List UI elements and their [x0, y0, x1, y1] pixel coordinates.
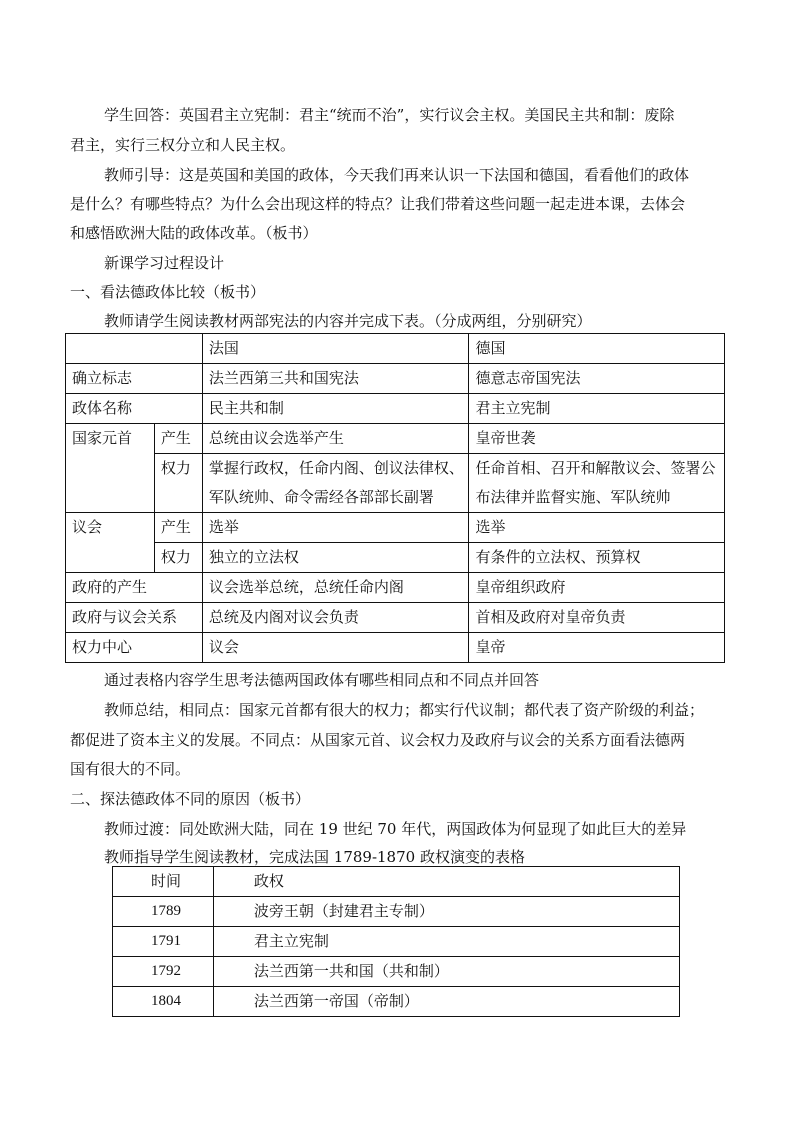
- table-row: [66, 394, 725, 424]
- table-cell: 议会: [202, 633, 469, 663]
- table-cell: 确立标志: [66, 364, 203, 394]
- table-cell: 独立的立法权: [202, 543, 469, 573]
- table-cell: 1792: [113, 957, 214, 987]
- table-cell: 1804: [113, 987, 214, 1017]
- table-row: [113, 927, 680, 957]
- table-row: [66, 334, 725, 364]
- table-header-germany: 德国: [469, 334, 725, 364]
- table-cell: [66, 334, 203, 364]
- table-cell: 产生: [154, 513, 202, 543]
- table-row: [113, 897, 680, 927]
- table-row: [113, 957, 680, 987]
- table-cell: 选举: [202, 513, 469, 543]
- table-cell: 产生: [154, 424, 202, 454]
- table-cell: 有条件的立法权、预算权: [469, 543, 725, 573]
- table-cell: 法兰西第三共和国宪法: [202, 364, 469, 394]
- paragraph-teacher-summary-line3: 国有很大的不同。: [70, 760, 191, 778]
- table-row: [66, 454, 725, 513]
- paragraph-teacher-transition: 教师过渡：同处欧洲大陆，同在 19 世纪 70 年代，两国政体为何显现了如此巨大的差异: [104, 820, 687, 838]
- table-cell: 政府与议会关系: [66, 603, 203, 633]
- table-row: [66, 543, 725, 573]
- table-cell: 政体名称: [66, 394, 203, 424]
- table-cell: 总统及内阁对议会负责: [202, 603, 469, 633]
- table-row: [66, 603, 725, 633]
- table-cell: 皇帝组织政府: [469, 573, 725, 603]
- paragraph-teacher-instruct: 教师指导学生阅读教材，完成法国 1789-1870 政权演变的表格: [104, 848, 525, 866]
- table-cell: 总统由议会选举产生: [202, 424, 469, 454]
- table-cell: 德意志帝国宪法: [469, 364, 725, 394]
- table-cell: 政府的产生: [66, 573, 203, 603]
- table-row: [113, 987, 680, 1017]
- paragraph-teacher-summary-line2: 都促进了资本主义的发展。不同点：从国家元首、议会权力及政府与议会的关系方面看法德两: [70, 731, 686, 749]
- table-cell: 1789: [113, 897, 214, 927]
- table-header-france: 法国: [202, 334, 469, 364]
- table-row: [66, 424, 725, 454]
- table-cell: 君主立宪制: [469, 394, 725, 424]
- table-cell: 选举: [469, 513, 725, 543]
- table-header-time: 时间: [113, 867, 214, 897]
- table-cell: 波旁王朝（封建君主专制）: [213, 897, 679, 927]
- paragraph-student-answer-line2: 君主，实行三权分立和人民主权。: [70, 136, 296, 154]
- heading-two: 二、探法德政体不同的原因（板书）: [70, 790, 311, 808]
- paragraph-teacher-summary-line1: 教师总结，相同点：国家元首都有很大的权力；都实行代议制；都代表了资产阶级的利益；: [104, 701, 705, 719]
- table-cell: 国家元首: [66, 424, 155, 513]
- paragraph-teacher-guide-line3: 和感悟欧洲大陆的政体改革。（板书）: [70, 224, 318, 242]
- table-cell: 掌握行政权，任命内阁、创议法律权、军队统帅、命令需经各部部长副署: [202, 454, 469, 513]
- table-cell: 议会选举总统，总统任命内阁: [202, 573, 469, 603]
- table-header-regime: 政权: [213, 867, 679, 897]
- table-cell: 首相及政府对皇帝负责: [469, 603, 725, 633]
- instruction-one: 教师请学生阅读教材两部宪法的内容并完成下表。（分成两组，分别研究）: [104, 312, 592, 330]
- table-row: [113, 867, 680, 897]
- table-row: [66, 364, 725, 394]
- table-cell: 权力: [154, 543, 202, 573]
- table-cell: 法兰西第一帝国（帝制）: [213, 987, 679, 1017]
- table-cell: 民主共和制: [202, 394, 469, 424]
- paragraph-students-think: 通过表格内容学生思考法德两国政体有哪些相同点和不同点并回答: [104, 671, 540, 689]
- heading-one: 一、看法德政体比较（板书）: [70, 283, 266, 301]
- table-cell: 任命首相、召开和解散议会、签署公布法律并监督实施、军队统帅: [469, 454, 725, 513]
- table-row: [66, 633, 725, 663]
- paragraph-teacher-guide-line1: 教师引导：这是英国和美国的政体，今天我们再来认识一下法国和德国，看看他们的政体: [104, 166, 690, 184]
- table-cell: 权力: [154, 454, 202, 513]
- table-cell: 皇帝: [469, 633, 725, 663]
- table-row: [66, 513, 725, 543]
- table-cell: 法兰西第一共和国（共和制）: [213, 957, 679, 987]
- section-intro: 新课学习过程设计: [104, 254, 225, 272]
- table-cell: 1791: [113, 927, 214, 957]
- paragraph-teacher-guide-line2: 是什么？有哪些特点？为什么会出现这样的特点？让我们带着这些问题一起走进本课，去体会: [70, 195, 686, 213]
- table-cell: 君主立宪制: [213, 927, 679, 957]
- table-cell: 皇帝世袭: [469, 424, 725, 454]
- table-cell: 议会: [66, 513, 155, 573]
- table-row: [66, 573, 725, 603]
- comparison-table: [65, 333, 725, 663]
- paragraph-student-answer-line1: 学生回答：英国君主立宪制：君主“统而不治”，实行议会主权。美国民主共和制：废除: [104, 106, 675, 124]
- regime-timeline-table: [112, 866, 680, 1017]
- table-cell: 权力中心: [66, 633, 203, 663]
